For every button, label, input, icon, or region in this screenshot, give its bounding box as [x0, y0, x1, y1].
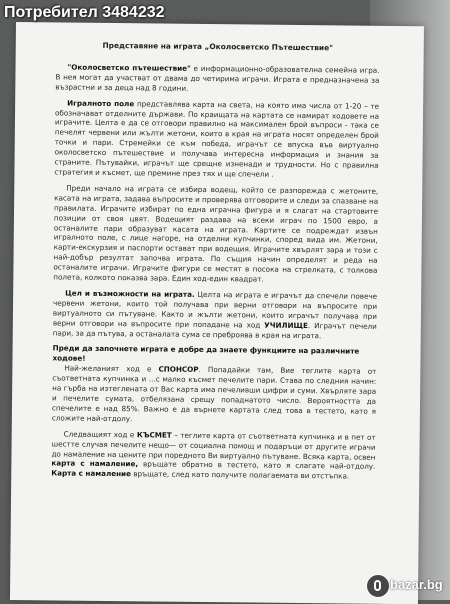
luck-term: КЪСМЕТ: [136, 430, 172, 440]
luck-text-end: връщате, след като получите полагаемата ви отстъпка.: [130, 469, 350, 481]
field-text: представлява карта на света, на която има числа от 1-20 – те обозначават отделните държави. По краищата на картата се намират ходовете на играчите. Целта е да се отговори правилно на максимален брой въпроси - така се печелят червени или жълти жетони, които в края на играта носят определен брой точки и пари. Стремейки се към победа, играчът се впуска във виртуално околосветско пътешествие и получава интересна информация и знания за страните. Пътувайки, играчът ще срещне изненади и трудности. Но с правилна стратегия и късмет, ще преминe през тях и ще спечели .: [54, 98, 380, 179]
sponsor-term: СПОНСОР: [158, 364, 199, 375]
luck-text-middle: връщате обратно в тестето, като я слагате най-отдолу.: [138, 459, 376, 472]
goal-heading: Цел и възможности на играта.: [65, 288, 195, 299]
functions-heading: Преди да започнете играта е добре да знаете функциите на различните ходове!: [52, 343, 360, 364]
sponsor-paragraph: [52, 364, 377, 427]
bazar-logo-text: bazar.bg: [390, 577, 443, 592]
start-paragraph: Преди начало на играта се избира водещ, който се разпорежда с жетоните, касата на играта, задава въпросите и проверява отговорите и следи за спазване на правилата. Играчите избират по една играчна фигура и я слагат на стартовите позиции от своя цвят. Водещият раздава на всеки играч по 1500 евро, а останалите пари образуват касата на играта. Картите се подреждат извън игралното поле, с лице нагоре, на отделни купчинки, според вида им. Жетони, карти-екскурзия и паспорти остават при водещия. Играчите хвърлят зара и този с най-добър резултат започва играта. По същия начин определят и реда на останалите играчи. Играчите фигури се местят в посока на стрелката, с толкова полета, колкото показва зара. Един ход-един квадрат.: [53, 183, 379, 284]
sponsor-text: . Попадайки там, Вие теглите карта от съответната купчинка и ...с малко късмет печелите пари. Става по следния начин: на гърба на изтеглената от Вас карта има печеливши цифри и суми. Хвърляте зара и печелите сумата, отбелязана срещу попаднатото число. Вероятността да спечелите е над 85%. Важно е да върнете картата след това в тестето, като я сложите най-отдолу.: [51, 365, 377, 424]
document-content: [51, 40, 380, 482]
school-term: УЧИЛИЩЕ: [264, 320, 309, 330]
luck-prefix: Следващият ход е: [63, 429, 137, 440]
document-title: Представяне на играта „Околосветско Пътешествие": [102, 40, 334, 53]
sponsor-prefix: Най-желаният ход е: [64, 363, 159, 374]
luck-text: – теглите карта от съответната купчинка и в пет от шестте случая печелите нещо— от социална помощ и подаръци от другите играчи до намаление на цените при поредното Ви виртуално пътуване. Всяка карта, освен: [51, 430, 376, 462]
intro-paragraph: [55, 62, 379, 95]
goal-paragraph: [53, 288, 378, 341]
discount-card-term: карта с намаление,: [51, 458, 139, 469]
user-watermark: Потребител 3484232: [4, 4, 165, 21]
luck-paragraph: [51, 429, 376, 482]
document-sheet: [10, 22, 424, 604]
discount-card-term-2: Карта с намаление: [51, 468, 132, 479]
goal-text: Целта на играта е играчът да спечели повече червени жетони, които той получава при верни отговори на въпросите при виртуалното си пътуване. Както и жълти жетони, които играчът получава при верни отговори на въпросите при попадане на ход: [52, 289, 378, 330]
goal-text-end: . Играчът печели пари, за да пътува, а останалата сума се преброява в края на играта.: [52, 320, 377, 340]
game-name: "Околосветско пътешествие": [67, 62, 191, 73]
field-name: Игралното поле: [67, 98, 135, 108]
field-paragraph: [54, 98, 379, 181]
intro-text: е информационно-образователна семейна игра. В нея могат да участват от двама до четирима играчи. Играта е предназначена за възрастни и за деца над 8 години.: [55, 63, 380, 93]
bazar-logo-icon: [366, 574, 390, 598]
